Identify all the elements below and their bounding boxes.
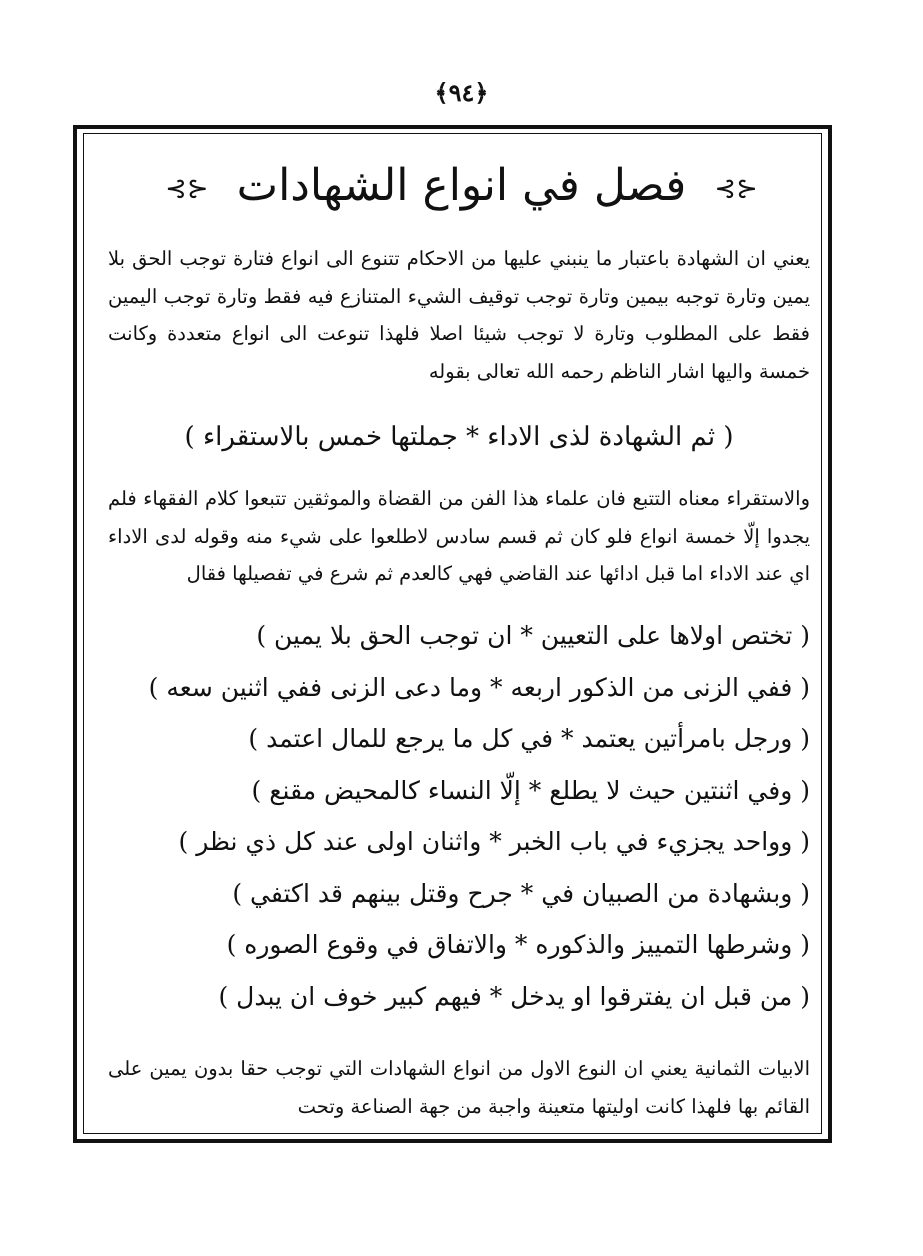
verse-line: ( وواحد يجزيء في باب الخبر * واثنان اولى عند كل ذي نظر ) [178,827,810,856]
verse-line: ( وفي اثنتين حيث لا يطلع * إلّا النساء كالمحيض مقنع ) [251,775,810,805]
heading-ornament-left: ⊰⊱ [165,173,209,204]
page-number: ﴿٩٤﴾ [434,78,489,107]
heading-ornament-right: ⊰⊱ [714,173,758,204]
verse-line: ( ففي الزنى من الذكور اربعه * وما دعى الزنى ففي اثنين سعه ) [148,672,810,702]
chapter-heading [0,160,923,211]
verse-line: ( من قبل ان يفترقوا او يدخل * فيهم كبير خوف ان يبدل ) [218,981,810,1011]
intro-verse: ( ثم الشهادة لذى الاداء * جملتها خمس بالاستقراء ) [184,422,734,452]
verse-line: ( وبشهادة من الصبيان في * جرح وقتل بينهم قد اكتفي ) [232,878,810,908]
intro-paragraph: يعني ان الشهادة باعتبار ما ينبني عليها من الاحكام تتنوع الى انواع فتارة توجب الحق بلا يمين وتارة توجبه بيمين وتارة توجب توقيف الشيء المتنازع فيه فقط وتارة توجب اليمين فقط على المطلوب وتارة لا توجب شيئا اصلا فلهذا تنوعت الى انواع متعددة وكانت خمسة واليها اشار الناظم رحمه الله تعالى بقوله [108,247,810,383]
verse-line: ( ورجل بامرأتين يعتمد * في كل ما يرجع للمال اعتمد ) [248,724,810,753]
verse-list [108,610,810,1022]
verse-line: ( وشرطها التمييز والذكوره * والاتفاق في وقوع الصوره ) [226,930,810,959]
closing-paragraph: الابيات الثمانية يعني ان النوع الاول من انواع الشهادات التي توجب حقا بدون يمين على القائم بها فلهذا كانت اوليتها متعينة واجبة من جهة الصناعة وتحت [108,1057,810,1118]
verse-line: ( تختص اولاها على التعيين * ان توجب الحق بلا يمين ) [256,621,810,650]
commentary-paragraph: والاستقراء معناه التتبع فان علماء هذا الفن من القضاة والموثقين تتبعوا كلام الفقهاء فلم يجدوا إلّا خمسة انواع فلو كان ثم قسم سادس لاطلعوا على شيء منه وقوله لدى الاداء اي عند الاداء اما قبل ادائها عند القاضي فهي كالعدم ثم شرع في تفصيلها فقال [108,487,810,585]
heading-title: فصل في انواع الشهادات [236,160,687,211]
